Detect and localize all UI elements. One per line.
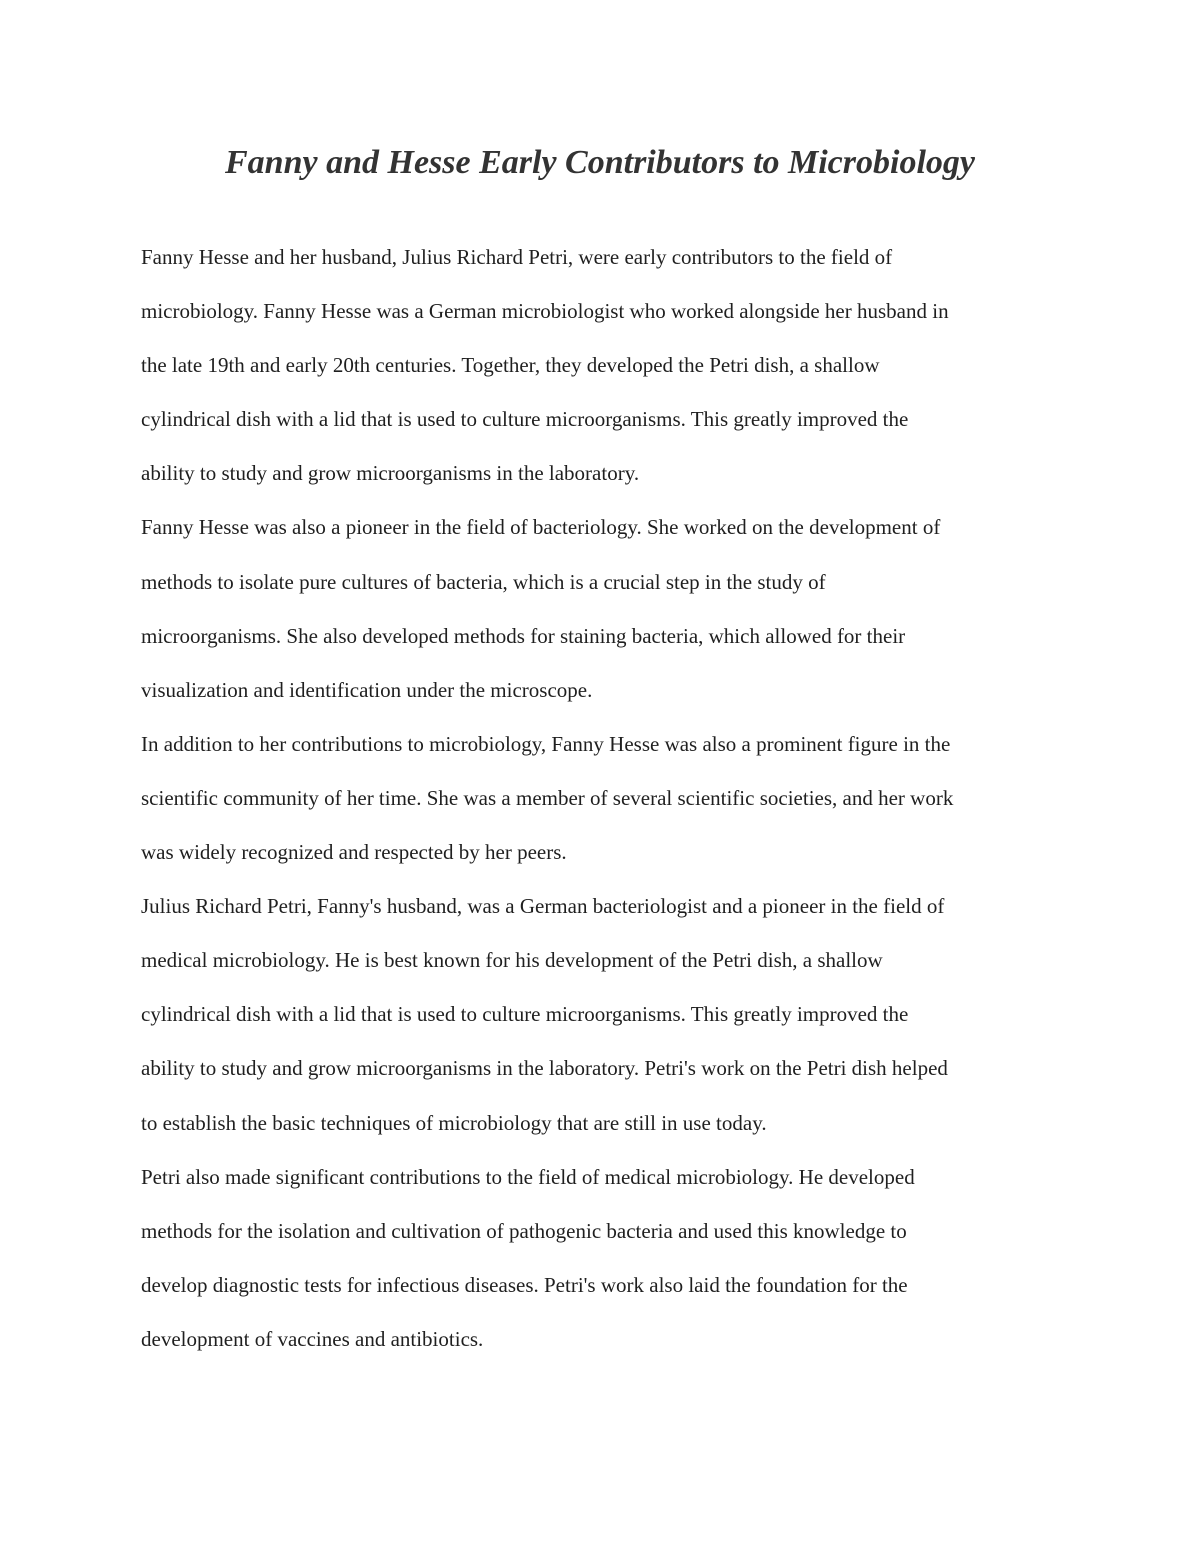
text-line: was widely recognized and respected by her peers. [141,840,567,865]
text-line: cylindrical dish with a lid that is used to culture microorganisms. This greatly improved the [141,1002,909,1027]
text-line: scientific community of her time. She was a member of several scientific societies, and her work [141,785,954,810]
text-line: Fanny Hesse was also a pioneer in the field of bacteriology. She worked on the development of [141,515,941,540]
text-line: visualization and identification under the microscope. [141,677,593,702]
text-line: methods to isolate pure cultures of bacteria, which is a crucial step in the study of [141,569,826,594]
document-body [141,230,1061,1366]
text-line: In addition to her contributions to microbiology, Fanny Hesse was also a prominent figure in the [141,731,951,756]
text-line: microorganisms. She also developed methods for staining bacteria, which allowed for their [141,623,906,648]
text-line: development of vaccines and antibiotics. [141,1326,484,1351]
text-line: microbiology. Fanny Hesse was a German microbiologist who worked alongside her husband in [141,299,949,324]
document-title: Fanny and Hesse Early Contributors to Microbiology [225,144,975,181]
text-line: cylindrical dish with a lid that is used to culture microorganisms. This greatly improved the [141,407,909,432]
text-line: Fanny Hesse and her husband, Julius Richard Petri, were early contributors to the field of [141,245,893,269]
text-line: medical microbiology. He is best known for his development of the Petri dish, a shallow [141,948,883,973]
text-line: ability to study and grow microorganisms in the laboratory. [141,461,640,486]
paragraph [141,717,1061,879]
text-line: develop diagnostic tests for infectious diseases. Petri's work also laid the foundation for the [141,1272,908,1297]
text-line: methods for the isolation and cultivation of pathogenic bacteria and used this knowledge to [141,1218,907,1243]
text-line: to establish the basic techniques of microbiology that are still in use today. [141,1110,767,1135]
text-line: Julius Richard Petri, Fanny's husband, was a German bacteriologist and a pioneer in the field of [141,894,945,919]
paragraph [141,1150,1061,1366]
paragraph [141,879,1061,1149]
text-line: the late 19th and early 20th centuries. Together, they developed the Petri dish, a shallow [141,353,880,378]
text-line: Petri also made significant contributions to the field of medical microbiology. He developed [141,1164,915,1189]
paragraph [141,500,1061,716]
paragraph [141,230,1061,500]
text-line: ability to study and grow microorganisms in the laboratory. Petri's work on the Petri dish helped [141,1056,948,1081]
